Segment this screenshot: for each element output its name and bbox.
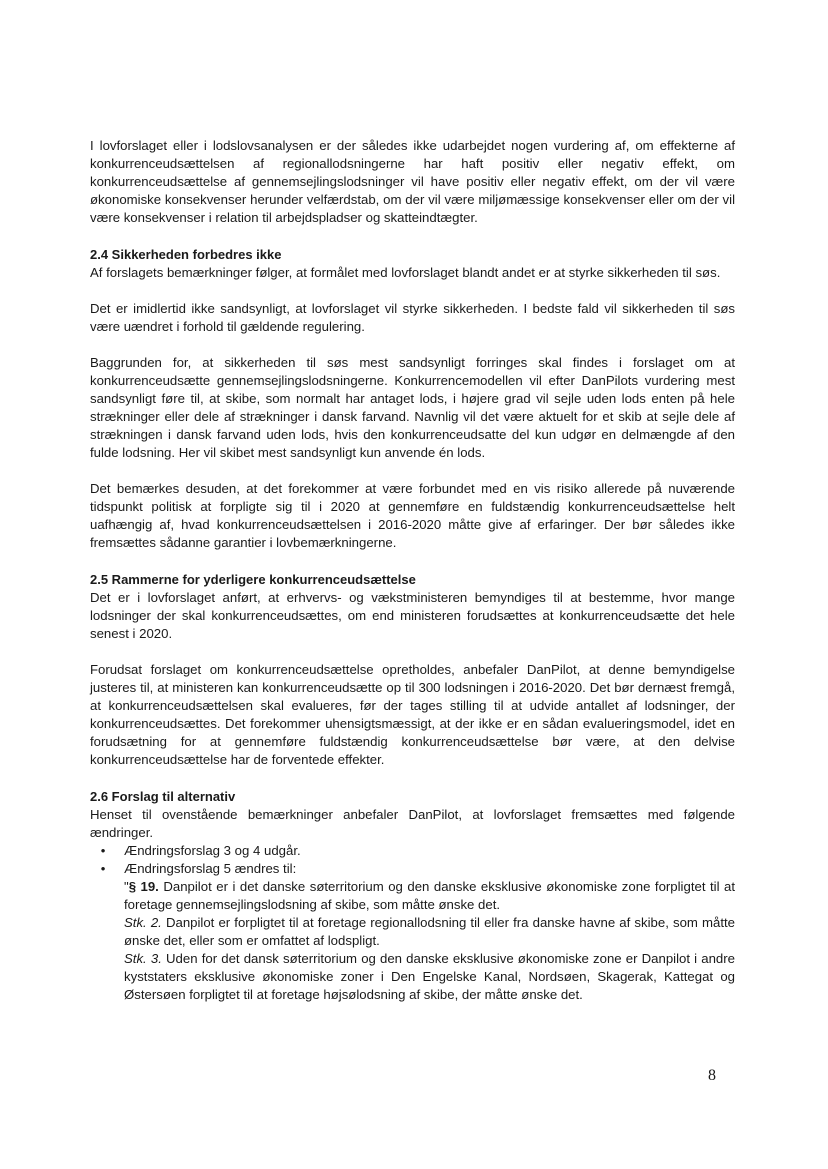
heading-2-5: 2.5 Rammerne for yderligere konkurrenceudsættelse [90,572,416,587]
paragraph-purpose: Af forslagets bemærkninger følger, at formålet med lovforslaget blandt andet er at styrke sikkerheden til søs. [90,265,721,280]
paragraph-alternative: Henset til ovenstående bemærkninger anbefaler DanPilot, at lovforslaget fremsættes med følgende ændringer. [90,807,735,840]
section-19-text: Danpilot er i det danske søterritorium og den danske eksklusive økonomiske zone forpligtet til at foretage gennemsejlingslodsning af skibe, som måtte ønske det. [124,879,735,912]
paragraph-unlikely: Det er imidlertid ikke sandsynligt, at lovforslaget vil styrke sikkerheden. I bedste fald vil sikkerheden til søs være uændret i forhold til gældende regulering. [90,301,735,334]
stk-3-label: Stk. 3. [124,951,162,966]
section-19-stk-3 [124,950,735,1004]
list-item [100,860,735,1004]
paragraph-risk: Det bemærkes desuden, at det forekommer at være forbundet med en vis risiko allerede på nuværende tidspunkt politisk at forpligte sig til i 2020 at gennemføre en fuldstændig konkurrenceudsættelse helt uafhængig af, hvad konkurrenceudsættelsen i 2016-2020 måtte give af erfaringer. Der bør således ikke fremsættes sådanne garantier i lovbemærkningerne. [90,481,735,550]
bullet-icon: • [100,843,106,858]
paragraph-background: Baggrunden for, at sikkerheden til søs mest sandsynligt forringes skal findes i forslaget om at konkurrenceudsætte gennemsejlingslodsningerne. Konkurrencemodellen vil efter DanPilots vurdering mest sandsynligt føre til, at skibe, som normalt har antaget lods, i højere grad vil sejle uden lods enten på hele strækninger eller dele af strækninger i dansk farvand. Navnlig vil det være aktuelt for et skib at sejle dele af strækningen i dansk farvand uden lods, hvis den konkurrenceudsatte del kun udgør en delmængde af den fulde lodsning. Her vil skibet mest sandsynligt kun anvende én lods. [90,355,735,460]
stk-2-label: Stk. 2. [124,915,162,930]
paragraph-analysis: I lovforslaget eller i lodslovsanalysen er der således ikke udarbejdet nogen vurdering af, om effekterne af konkurrenceudsættelsen af regionallodsningerne har haft positiv eller negativ effekt, om konkurrenceudsættelse af gennemsejlingslodsninger vil have positiv eller negativ effekt, om der vil være økonomiske konsekvenser herunder velfærdstab, om der vil være miljømæssige konsekvenser eller om der vil være konsekvenser i relation til arbejdspladser og skatteindtægter. [90,138,735,225]
section-19 [124,878,735,914]
amendment-list [90,842,735,1004]
section-19-stk-2 [124,914,735,950]
list-item-text: Ændringsforslag 5 ændres til: [124,861,297,876]
page-number: 8 [708,1067,716,1084]
bullet-icon: • [100,861,106,876]
section-19-label: § 19. [128,879,159,894]
document-body [90,137,735,1004]
list-item-text: Ændringsforslag 3 og 4 udgår. [124,843,301,858]
paragraph-recommendation: Forudsat forslaget om konkurrenceudsættelse opretholdes, anbefaler DanPilot, at denne bemyndigelse justeres til, at ministeren kan konkurrenceudsætte op til 300 lodsningen i 2016-2020. Det bør dernæst fremgå, at konkurrenceudsættelsen skal evalueres, før der tages stilling til at udvide antallet af lodsninger, der konkurrenceudsættes. Det forekommer uhensigtsmæssigt, at der ikke er en sådan evalueringsmodel, idet en forudsætning for at gennemføre fuldstændig konkurrenceudsættelse bør være, at den delvise konkurrenceudsættelse har de forventede effekter. [90,662,735,767]
stk-3-text: Uden for det dansk søterritorium og den danske eksklusive økonomiske zone er Danpilot i andre kyststaters eksklusive økonomiske zoner i Den Engelske Kanal, Nordsøen, Skagerak, Kattegat og Østersøen forpligtet til at foretage højsølodsning af skibe, der måtte ønske det. [124,951,735,1002]
heading-2-6: 2.6 Forslag til alternativ [90,789,236,804]
amendment-quote [124,878,735,1004]
list-item [100,842,735,860]
heading-2-4: 2.4 Sikkerheden forbedres ikke [90,247,282,262]
quote-open: " [124,879,129,894]
stk-2-text: Danpilot er forpligtet til at foretage regionallodsning til eller fra danske havne af skibe, som måtte ønske det, eller som er omfattet af lodspligt. [124,915,735,948]
paragraph-authorization: Det er i lovforslaget anført, at erhvervs- og vækstministeren bemyndiges til at bestemme, hvor mange lodsninger der skal konkurrenceudsættes, om end ministeren forudsættes at konkurrenceudsætte det hele senest i 2020. [90,590,735,641]
